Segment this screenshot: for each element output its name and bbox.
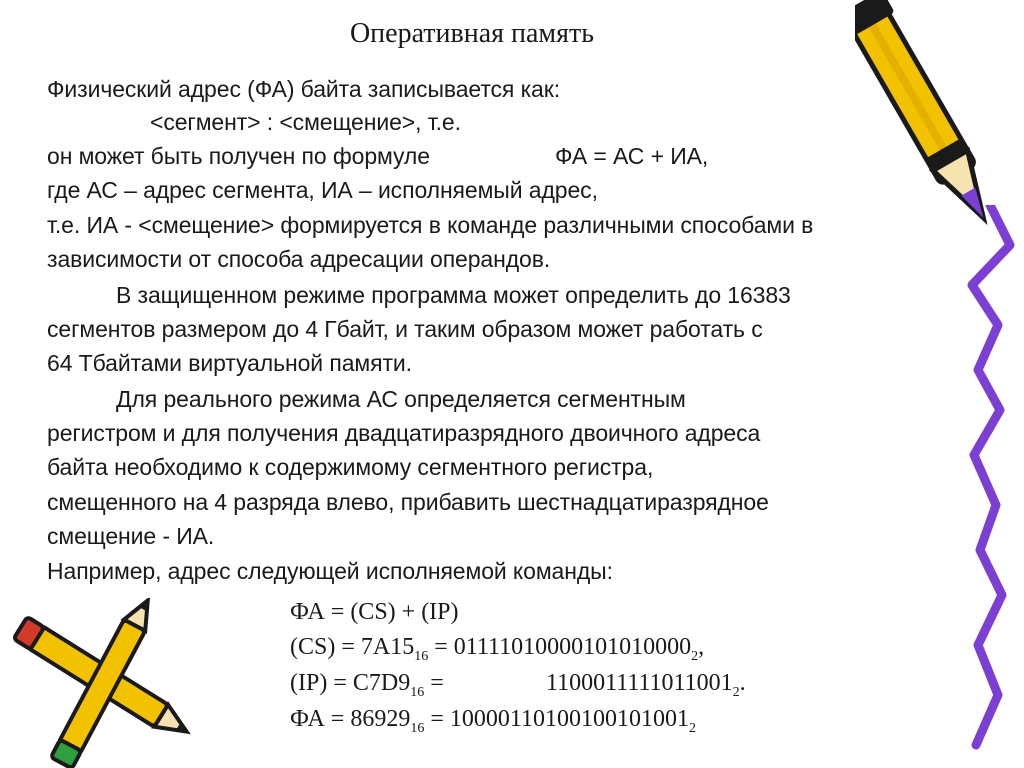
formula-inline: ФА = АС + ИА, bbox=[555, 143, 709, 169]
body-line-2: <сегмент> : <смещение>, т.е. bbox=[150, 109, 461, 135]
body-line-8: сегментов размером до 4 Гбайт, и таким образом может работать с bbox=[47, 316, 763, 342]
formula-3: $(IP) = C7D9_{16}$ = $1100011111011001_2$. bbox=[290, 666, 444, 700]
body-line-4: где АС – адрес сегмента, ИА – исполняемый адрес, bbox=[47, 177, 598, 203]
formula-3-binary: $1100011111011001_2$. bbox=[546, 670, 746, 700]
squiggle-line-icon bbox=[950, 205, 1020, 765]
body-line-6: зависимости от способа адресации операндов. bbox=[47, 246, 551, 272]
crossed-pencils-icon bbox=[0, 598, 210, 768]
body-line-15: Например, адрес следующей исполняемой команды: bbox=[47, 558, 613, 584]
body-line-10: Для реального режима АС определяется сегментным bbox=[116, 386, 686, 412]
body-line-13: смещенного на 4 разряда влево, прибавить шестнадцатиразрядное bbox=[47, 489, 769, 515]
body-line-3-text: он может быть получен по формуле bbox=[47, 143, 430, 169]
body-line-7: В защищенном режиме программа может определить до 16383 bbox=[116, 282, 791, 308]
body-line-14: смещение - ИА. bbox=[47, 523, 215, 549]
body-line-12: байта необходимо к содержимому сегментного регистра, bbox=[47, 454, 654, 480]
body-line-5: т.е. ИА - <смещение> формируется в команде различными способами в bbox=[47, 212, 814, 238]
body-line-3 bbox=[47, 139, 709, 173]
slide-title: Оперативная память bbox=[349, 18, 595, 49]
body-line-9: 64 Тбайтами виртуальной памяти. bbox=[47, 350, 412, 376]
formula-1: ФА = (CS) + (IP) bbox=[290, 599, 459, 625]
body-line-1: Физический адрес (ФА) байта записывается как: bbox=[47, 76, 560, 102]
body-line-11: регистром и для получения двадцатиразрядного двоичного адреса bbox=[47, 420, 761, 446]
formula-2: $(CS) = 7A15_{16} = 01111010000101010000_2$, bbox=[290, 634, 705, 664]
formula-4: ФА = $86929_{16} = 10000110100100101001_2$ bbox=[290, 706, 696, 736]
